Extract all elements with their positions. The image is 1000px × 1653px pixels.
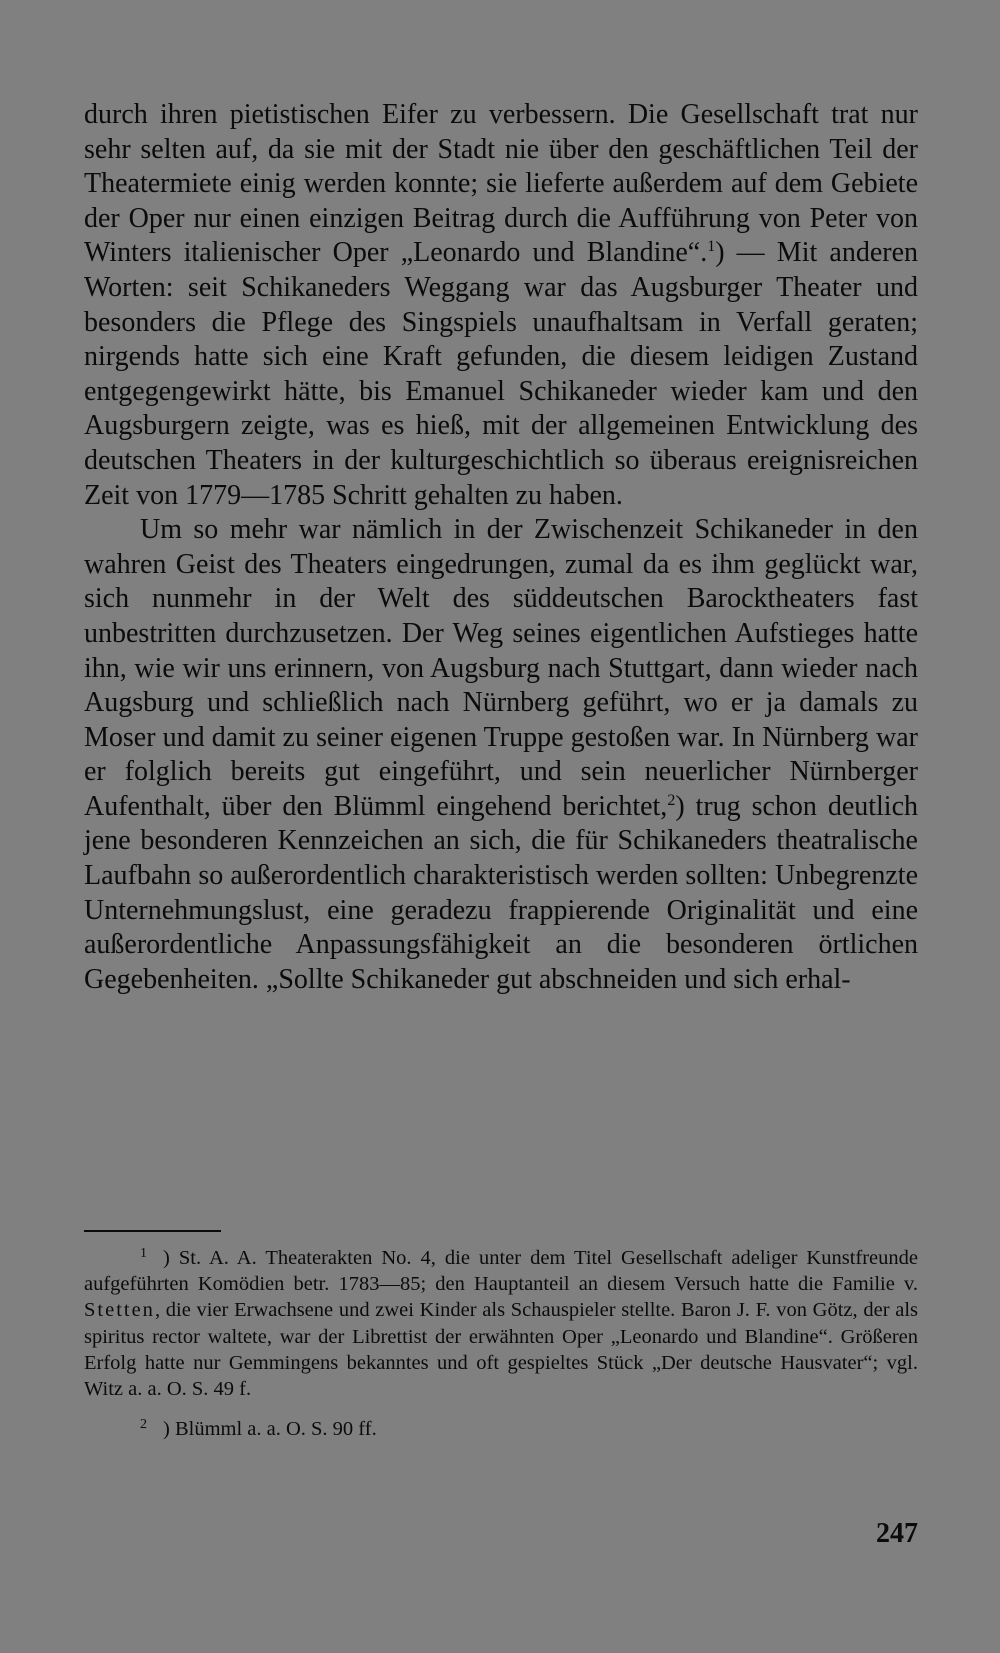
page-number: 247 — [876, 1518, 918, 1549]
paragraph-2-text-a: Um so mehr war nämlich in der Zwischenzeit Schikaneder in den wahren Geist des Theaters eingedrungen, zumal da es ihm geglückt war, sich nunmehr in der Welt des süddeutschen Barocktheaters fast unbestritten durchzusetzen. Der Weg seines eigentlichen Aufstieges hatte ihn, wie wir uns erinnern, von Augsburg nach Stuttgart, dann wieder nach Augsburg und schließlich nach Nürnberg geführt, wo er ja damals zu Moser und damit zu seiner eigenen Truppe gestoßen war. In Nürnberg war er folglich bereits gut eingeführt, und sein neuerlicher Nürnberger Aufenthalt, über den Blümml eingehend berichtet, — [84, 514, 918, 822]
footnote-2-mark: 2 — [140, 1417, 147, 1433]
paragraph-2 — [84, 513, 918, 997]
footnote-1-text-b: , die vier Erwachsene und zwei Kinder als Schauspieler stellte. Baron J. F. von Götz, der als spiritus rector waltete, war der Librettist der erwähnten Oper „Leonardo und Blandine“. Größeren Erfolg hatte nur Gemmingens bekanntes und oft gespieltes Stück „Der deutsche Hausvater“; vgl. Witz a. a. O. S. 49 f. — [84, 1299, 918, 1401]
footnote-1-spaced-name: Stetten — [84, 1299, 155, 1322]
footnote-2-text: ) Blümml a. a. O. S. 90 ff. — [163, 1418, 377, 1441]
footnote-divider — [84, 1230, 221, 1232]
paragraph-2-text-b: ) trug schon deutlich jene besonderen Kennzeichen an sich, die für Schikaneders theatralische Laufbahn so außerordentlich charakteristisch werden sollten: Unbegrenzte Unternehmungslust, eine geradezu frappierende Originalität und eine außerordentliche Anpassungsfähigkeit an die besonderen örtlichen Gegebenheiten. „Sollte Schikaneder gut abschneiden und sich erhal- — [84, 790, 919, 995]
footnote-ref-2[interactable]: 2 — [667, 791, 676, 809]
paragraph-1-text-b: ) — Mit anderen Worten: seit Schikaneders Weggang war das Augsburger Theater und besonders die Pflege des Singspiels unaufhaltsam in Verfall geraten; nirgends hatte sich eine Kraft gefunden, die diesem leidigen Zustand entgegengewirkt hätte, bis Emanuel Schikaneder wieder kam und den Augsburgern zeigte, was es hieß, mit der allgemeinen Entwicklung des deutschen Theaters in der kulturgeschichtlich so überaus ereignisreichen Zeit von 1779—1785 Schritt gehalten zu haben. — [84, 237, 919, 511]
footnote-1-text-a: ) St. A. A. Theaterakten No. 4, die unter dem Titel Gesellschaft adeliger Kunstfreunde aufgeführten Komödien betr. 1783—85; den Hauptanteil an diesem Versuch hatte die Familie v. — [84, 1247, 918, 1296]
paragraph-1-text-a: durch ihren pietistischen Eifer zu verbessern. Die Gesellschaft trat nur sehr selten auf, da sie mit der Stadt nie über den geschäftlichen Teil der Theatermiete einig werden konnte; sie lieferte außerdem auf dem Gebiete der Oper nur einen einzigen Beitrag durch die Aufführung von Peter von Winters italienischer Oper „Leonardo und Blandine“. — [84, 99, 918, 269]
main-text — [84, 98, 918, 997]
footnote-1 — [84, 1245, 918, 1402]
footnote-ref-1[interactable]: 1 — [707, 238, 716, 256]
paragraph-1 — [84, 98, 918, 513]
footnote-2 — [84, 1416, 918, 1442]
footnote-1-mark: 1 — [140, 1246, 147, 1261]
footnotes — [84, 1245, 918, 1442]
